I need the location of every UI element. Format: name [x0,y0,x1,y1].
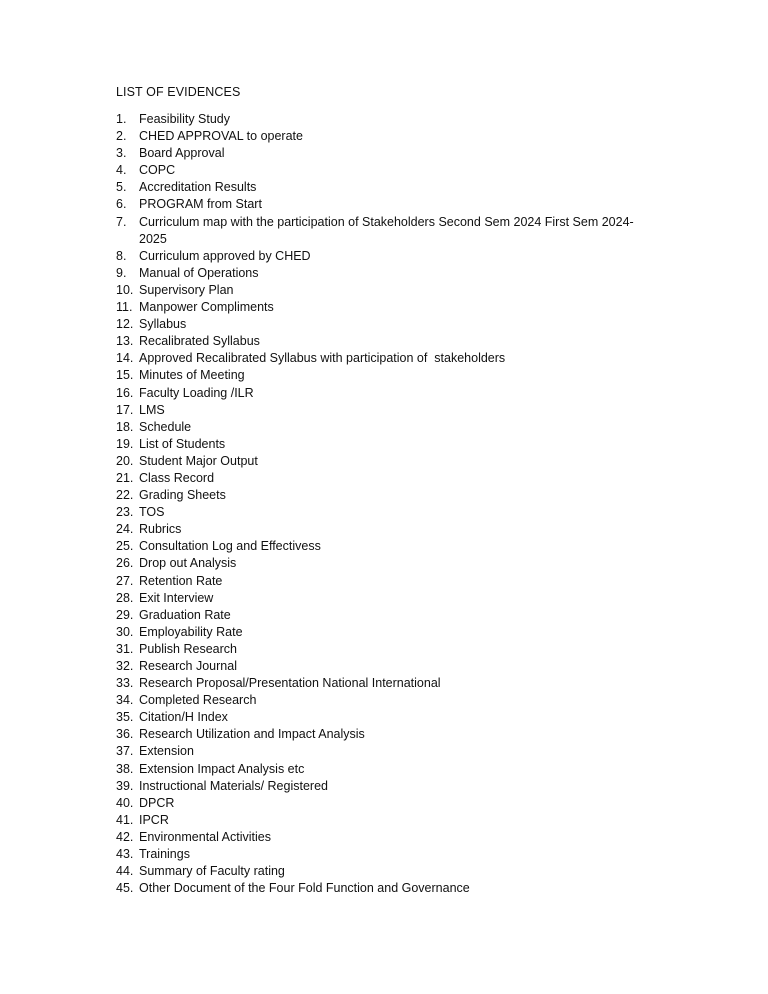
list-item [116,196,676,213]
list-item-number: 19. [116,436,134,451]
list-item [116,367,676,384]
list-item-text: Environmental Activities [139,829,272,844]
list-item-text: Research Utilization and Impact Analysis [139,727,365,742]
list-item-number: 27. [116,573,134,588]
list-item [116,282,676,299]
list-item-number: 5. [116,180,127,195]
list-item-number: 37. [116,744,134,759]
list-item-number: 12. [116,317,134,332]
list-item-text: Research Proposal/Presentation National International [139,676,441,691]
list-item [116,641,676,658]
list-item-number: 33. [116,676,134,691]
list-item [116,470,676,487]
list-item-text: List of Students [139,436,226,451]
list-item-number: 2. [116,129,127,144]
list-item [116,504,676,521]
list-item [116,590,676,607]
list-item-text: Other Document of the Four Fold Function and Governance [139,881,470,896]
list-item-number: 43. [116,847,134,862]
list-item-number: 9. [116,265,127,280]
document-title: LIST OF EVIDENCES [116,85,241,99]
list-item-text: Manpower Compliments [139,300,274,315]
list-item-text: Approved Recalibrated Syllabus with participation of stakeholders [139,351,506,366]
list-item-number: 41. [116,812,134,827]
list-item-text: Supervisory Plan [139,282,234,297]
list-item [116,555,676,572]
list-item-text: Student Major Output [139,453,258,468]
list-item-number: 32. [116,659,134,673]
evidence-list [116,111,676,897]
list-item-number: 21. [116,470,134,485]
list-item-number: 6. [116,197,127,212]
list-item [116,709,676,726]
list-item-text: Extension Impact Analysis etc [139,761,305,776]
list-item-text: Curriculum map with the participation of Stakeholders Second Sem 2024 First Sem 2024- 2025 [139,214,634,246]
list-item [116,179,676,196]
list-item [116,573,676,590]
list-item-number: 42. [116,829,134,844]
list-item-number: 3. [116,146,127,161]
list-item-number: 13. [116,334,134,349]
list-item-text: Minutes of Meeting [139,368,245,383]
list-item-number: 24. [116,522,134,537]
list-item-text: Curriculum approved by CHED [139,248,311,263]
list-item [116,145,676,162]
list-item [116,333,676,350]
list-item-text: Citation/H Index [139,710,228,725]
list-item [116,402,676,419]
list-item-number: 45. [116,881,134,896]
list-item [116,880,676,897]
list-item-text: Grading Sheets [139,488,226,503]
list-item [116,128,676,145]
list-item-number: 36. [116,727,134,742]
list-item-text: Syllabus [139,317,187,332]
list-item-number: 25. [116,539,134,554]
list-item-text: PROGRAM from Start [139,197,262,212]
list-item [116,624,676,641]
list-item-number: 31. [116,641,134,656]
list-item-text: Exit Interview [139,590,214,605]
list-item-text: Accreditation Results [139,180,257,195]
list-item [116,538,676,555]
list-item-text: IPCR [139,812,169,827]
list-item-number: 14. [116,351,134,366]
list-item-text: Feasibility Study [139,112,231,126]
list-item-number: 17. [116,402,134,417]
list-item-number: 28. [116,590,134,605]
list-item [116,436,676,453]
list-item-text: Instructional Materials/ Registered [139,778,328,793]
list-item [116,350,676,367]
list-item [116,419,676,436]
list-item-text: Drop out Analysis [139,556,237,571]
list-item-number: 29. [116,607,134,622]
list-item-text: Board Approval [139,146,225,161]
list-item-text: Completed Research [139,693,257,708]
list-item-number: 34. [116,693,134,708]
list-item [116,675,676,692]
list-item [116,316,676,333]
list-item-text: Research Journal [139,659,237,673]
list-item [116,846,676,863]
list-item-number: 26. [116,556,134,571]
list-item [116,214,676,248]
list-item-number: 10. [116,282,134,297]
list-item [116,812,676,829]
list-item-text: Extension [139,744,194,759]
list-item-text: Employability Rate [139,624,243,639]
list-item [116,162,676,179]
list-item-number: 4. [116,163,127,178]
list-item-text: Trainings [139,847,190,862]
list-item-number: 7. [116,214,127,229]
list-item [116,726,676,743]
list-item-number: 15. [116,368,134,383]
list-item [116,863,676,880]
list-item [116,743,676,760]
list-item [116,795,676,812]
list-item-number: 35. [116,710,134,725]
list-item-text: CHED APPROVAL to operate [139,129,303,144]
list-item [116,265,676,282]
list-item-text: Publish Research [139,641,237,656]
list-item-number: 23. [116,505,134,520]
list-item [116,453,676,470]
list-item-number: 11. [116,300,133,315]
list-item-number: 22. [116,488,134,503]
list-item-number: 38. [116,761,134,776]
list-item-number: 20. [116,453,134,468]
list-item-text: Recalibrated Syllabus [139,334,260,349]
list-item [116,778,676,795]
list-item-text: Manual of Operations [139,265,259,280]
list-item-text: Retention Rate [139,573,223,588]
list-item [116,658,676,675]
list-item [116,248,676,265]
list-item [116,385,676,402]
list-item [116,692,676,709]
list-item-text: Graduation Rate [139,607,231,622]
list-item-number: 40. [116,795,134,810]
list-item-text: Consultation Log and Effectivess [139,539,321,554]
list-item-text: Rubrics [139,522,182,537]
list-item-text: LMS [139,402,165,417]
list-item-text: Faculty Loading /ILR [139,385,254,400]
list-item [116,607,676,624]
list-item [116,299,676,316]
list-item [116,111,676,128]
list-item-number: 16. [116,385,134,400]
list-item [116,487,676,504]
list-item-text: TOS [139,505,165,520]
list-item-number: 39. [116,778,134,793]
list-item-number: 44. [116,864,134,879]
list-item-number: 30. [116,624,134,639]
list-item-text: Schedule [139,419,192,434]
list-item-text: COPC [139,163,176,178]
list-item [116,761,676,778]
list-item [116,521,676,538]
list-item-number: 1. [116,112,127,126]
list-item-text: Summary of Faculty rating [139,864,285,879]
list-item-text: Class Record [139,470,215,485]
list-item-number: 8. [116,248,127,263]
list-item [116,829,676,846]
list-item-text: DPCR [139,795,175,810]
list-item-number: 18. [116,419,134,434]
